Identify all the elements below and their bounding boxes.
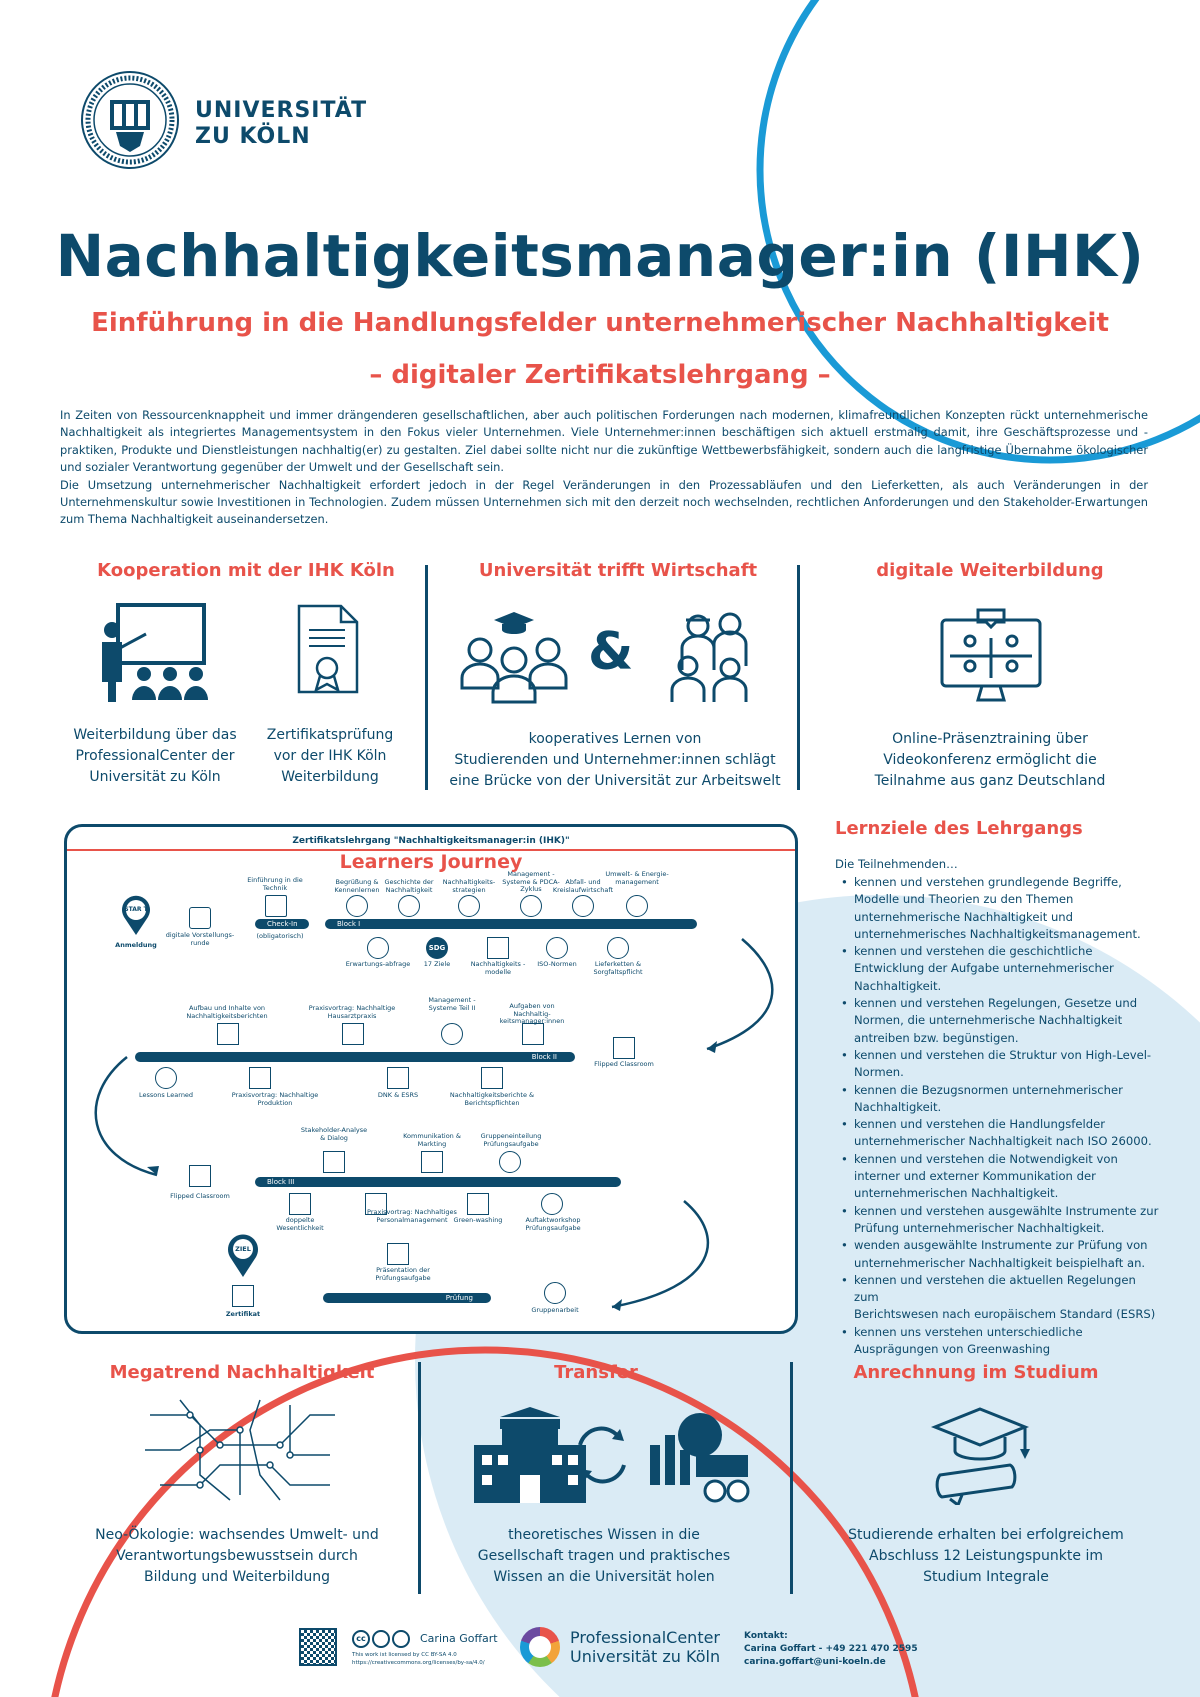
teacher-presentation-icon <box>100 600 210 705</box>
list-item <box>840 1082 1160 1117</box>
text-line: Videokonferenz ermöglicht die <box>883 752 1097 768</box>
text-line: Weiterbildung <box>281 769 379 785</box>
row2b-label-3: DNK & ESRS <box>377 1091 419 1099</box>
start-label: STAR T <box>124 906 148 913</box>
iso-icon <box>546 937 568 959</box>
cc-icon: cc <box>352 1630 370 1648</box>
transfer-text <box>418 1525 790 1588</box>
page-subtitle-2: – digitaler Zertifikatslehrgang – <box>369 360 831 390</box>
divider <box>790 1362 793 1594</box>
row1-label-6: Umwelt- & Energie-management <box>605 870 669 886</box>
certificate-small-icon <box>232 1285 254 1307</box>
goals-intro: Die Teilnehmenden… <box>835 857 958 871</box>
production-presentation-icon <box>249 1067 271 1089</box>
professionalcenter-logo <box>520 1627 560 1667</box>
section-title-anrechnung: Anrechnung im Studium <box>853 1362 1099 1383</box>
text-line: ProfessionalCenter der <box>75 748 235 764</box>
chain-link-icon <box>607 937 629 959</box>
ziel-label: ZIEL <box>235 1245 251 1253</box>
groupwork-icon <box>544 1282 566 1304</box>
contact-block <box>744 1630 918 1669</box>
learners-journey-panel <box>64 824 798 1334</box>
group-icon <box>499 1151 521 1173</box>
list-item <box>840 1047 1160 1082</box>
report-icon <box>217 1023 239 1045</box>
homework-icon-2 <box>189 1165 211 1187</box>
divider <box>425 565 428 790</box>
video-conference-icon <box>940 608 1042 708</box>
text-line: Bildung und Weiterbildung <box>143 1569 330 1585</box>
text-line: • kennen und verstehen die Handlungsfelder <box>854 1117 1105 1132</box>
university-name-line1: UNIVERSITÄT <box>195 98 368 123</box>
strategy-icon <box>458 895 480 917</box>
intro-paragraph-2: Die Umsetzung unternehmerischer Nachhaltigkeit erfordert jedoch in der Regel Veränderungen in den Prozessabläufen und den Lieferketten, als auch Veränderungen in der Unternehmenskultur sowie Investitionen in Technologien. Zudem müssen Unternehmen sich mit den derzeit noch wechselnden, rechtlichen Anforderungen und den Stakeholder-Erwartungen zum Thema Nachhaltigkeit auseinandersetzen. <box>60 477 1148 527</box>
text-line: • kennen und verstehen grundlegende Begriffe, <box>854 875 1122 889</box>
row2b-label-4: Nachhaltigkeitsberichte & Berichtspflichten <box>449 1091 535 1107</box>
text-line: Abschluss 12 Leistungspunkte im <box>869 1548 1103 1564</box>
list-item <box>840 943 1160 995</box>
presentation-icon <box>387 1243 409 1265</box>
row1-label-2: Geschichte der Nachhaltigkeit <box>384 878 434 894</box>
laptop-icon <box>265 895 287 917</box>
row3b-label-3: Green-washing <box>453 1216 503 1224</box>
text-line: https://creativecommons.org/licenses/by-sa/4.0/ <box>352 1660 485 1666</box>
text-line: • kennen und verstehen die aktuellen Regelungen zum <box>854 1272 1136 1305</box>
list-item <box>840 1324 1160 1359</box>
row1b-label-1: Erwartungs-abfrage <box>345 960 411 968</box>
text-line: antreiben bzw. begünstigen. <box>854 1030 1019 1045</box>
text-line: Prüfung unternehmerischer Nachhaltigkeit. <box>854 1220 1105 1235</box>
goals-title: Lernziele des Lehrgangs <box>835 818 1083 839</box>
text-line: ProfessionalCenter <box>570 1628 721 1647</box>
row3b-label-1: doppelte Wesentlichkeit <box>276 1216 324 1232</box>
text-line: Normen. <box>854 1065 904 1080</box>
text-line: • kennen und verstehen Regelungen, Gesetze und <box>854 996 1138 1011</box>
text-line: • wenden ausgewählte Instrumente zur Prüfung von <box>854 1238 1148 1253</box>
start-pin-icon <box>121 895 151 935</box>
checkin-label: Check-In <box>267 920 298 928</box>
journey-caption: Zertifikatslehrgang "Nachhaltigkeitsmanager:in (IHK)" <box>292 836 570 846</box>
text-line: vor der IHK Köln <box>273 748 387 764</box>
graduation-cap-diploma-icon <box>930 1405 1030 1505</box>
intro-text <box>60 407 1148 529</box>
expectations-icon <box>367 937 389 959</box>
row2-label-1: Aufbau und Inhalte von Nachhaltigkeitsberichten <box>186 1004 268 1020</box>
text-line: • kennen die Bezugsnormen unternehmerischer <box>854 1082 1123 1097</box>
kooperation-text-2 <box>250 725 410 788</box>
ampersand: & <box>588 622 634 682</box>
row2-label-3: Management -Systeme Teil II <box>428 996 476 1012</box>
cc-license-icons <box>352 1630 410 1648</box>
text-line: kooperatives Lernen von <box>528 731 702 747</box>
license-text <box>352 1651 485 1667</box>
journey-title-text: Learners Journey <box>330 851 533 873</box>
university-seal-logo <box>80 70 180 170</box>
text-line: eine Brücke von der Universität zur Arbeitswelt <box>449 773 781 789</box>
row2-label-4: Aufgaben von Nachhaltig-keitsmanager:innen <box>499 1002 565 1025</box>
text-line: Verantwortungsbewusstsein durch <box>116 1548 358 1564</box>
text-line: Studium Integrale <box>923 1569 1049 1585</box>
text-line: • kennen uns verstehen unterschiedliche <box>854 1324 1083 1339</box>
block-2-label: Block II <box>531 1053 557 1061</box>
text-line: unternehmerisches Nachhaltigkeitsmanagement. <box>854 926 1141 941</box>
sa-icon <box>392 1630 410 1648</box>
text-line: Normen, die unternehmerische Nachhaltigkeit <box>854 1013 1123 1028</box>
anmeldung-label: Anmeldung <box>115 941 157 949</box>
list-item <box>840 995 1160 1047</box>
section-title-kooperation: Kooperation mit der IHK Köln <box>97 560 395 581</box>
recycling-icon <box>572 895 594 917</box>
row3-label-2: Kommunikation & Markting <box>403 1132 461 1148</box>
text-line: Berichtswesen nach europäischem Standard (ESRS) <box>854 1307 1156 1322</box>
text-line: • kennen und verstehen ausgewählte Instrumente zur <box>854 1203 1159 1218</box>
models-icon <box>487 937 509 959</box>
reporting-icon <box>481 1067 503 1089</box>
row1-label-3: Nachhaltigkeits-strategien <box>442 878 496 894</box>
anrechnung-text <box>800 1525 1172 1588</box>
sdg-label: SDG <box>428 944 446 952</box>
goals-list <box>840 874 1160 1358</box>
row1-label-1: Begrüßung & Kennenlernen <box>334 878 380 894</box>
megatrend-text <box>56 1525 418 1588</box>
gruppenarbeit-label: Gruppenarbeit <box>531 1306 579 1314</box>
text-line: Neo-Ökologie: wachsendes Umwelt- und <box>95 1527 379 1543</box>
list-item <box>840 1237 1160 1272</box>
text-line: Modelle und Theorien zu den Themen <box>854 892 1074 907</box>
list-item <box>840 1151 1160 1203</box>
section-title-megatrend: Megatrend Nachhaltigkeit <box>109 1362 375 1383</box>
energy-bulb-icon <box>626 895 648 917</box>
building-icon <box>387 1067 409 1089</box>
students-graduation-icon <box>460 610 568 705</box>
text-line: Weiterbildung über das <box>73 727 237 743</box>
row2b-label-1: Lessons Learned <box>138 1091 194 1099</box>
text-line: Wissen an die Universität holen <box>493 1569 715 1585</box>
communication-icon <box>421 1151 443 1173</box>
text-line: Nachhaltigkeit. <box>854 978 942 993</box>
text-line: Studierende erhalten bei erfolgreichem <box>848 1527 1124 1543</box>
professionalcenter-name <box>570 1628 720 1666</box>
greenwashing-icon <box>467 1193 489 1215</box>
vorstellung-label: digitale Vorstellungs-runde <box>165 931 235 947</box>
section-title-digital: digitale Weiterbildung <box>876 560 1104 581</box>
row1-label-5: Abfall- und Kreislaufwirtschaft <box>552 878 614 894</box>
section-title-uni-wirtschaft: Universität trifft Wirtschaft <box>478 560 758 581</box>
contact-label: Kontakt: <box>744 1631 788 1641</box>
text-line: • kennen und verstehen die Struktur von High-Level- <box>854 1047 1152 1062</box>
row3-label-3: Gruppeneinteilung Prüfungsaufgabe <box>480 1132 542 1148</box>
row1b-label-5: Lieferketten & Sorgfaltspflicht <box>593 960 643 976</box>
text-line: theoretisches Wissen in die <box>508 1527 700 1543</box>
text-line: unternehmerische Nachhaltigkeit und <box>854 909 1074 924</box>
row3-label-1: Stakeholder-Analyse & Dialog <box>300 1126 368 1142</box>
block-1-label: Block I <box>337 920 361 928</box>
text-line: Zertifikatsprüfung <box>266 727 394 743</box>
text-line: Studierenden und Unternehmer:innen schlägt <box>454 752 776 768</box>
goal-pin-icon <box>227 1233 259 1277</box>
checklist-icon <box>522 1023 544 1045</box>
list-item <box>840 1203 1160 1238</box>
row1b-label-4: ISO-Normen <box>537 960 577 968</box>
row3b-label-4: Auftaktworkshop Prüfungsaufgabe <box>525 1216 581 1232</box>
contact-name-phone: Carina Goffart - +49 221 470 2595 <box>744 1644 918 1654</box>
kooperation-text-1 <box>60 725 250 788</box>
text-line: unternehmerischer Nachhaltigkeit beispielhaft an. <box>854 1255 1146 1270</box>
flipped-label-2: Flipped Classroom <box>170 1192 230 1200</box>
row2b-label-2: Praxisvortrag: Nachhaltige Produktion <box>231 1091 319 1107</box>
technik-label: Einführung in die Technik <box>247 876 303 892</box>
network-map-icon <box>140 1395 340 1505</box>
text-line: Universität zu Köln <box>89 769 221 785</box>
page-title: Nachhaltigkeitsmanager:in (IHK) <box>55 222 1145 290</box>
doctor-presentation-icon <box>342 1023 364 1045</box>
homework-icon <box>613 1037 635 1059</box>
handshake-icon <box>346 895 368 917</box>
university-name <box>195 98 367 150</box>
text-line: unternehmerischer Nachhaltigkeit nach ISO 26000. <box>854 1134 1152 1149</box>
flipped-label-1: Flipped Classroom <box>594 1060 654 1068</box>
text-line: unternehmerischen Nachhaltigkeit. <box>854 1186 1059 1201</box>
text-line: Ausprägungen von Greenwashing <box>854 1342 1051 1357</box>
globe-hands-icon <box>398 895 420 917</box>
by-icon <box>372 1630 390 1648</box>
praesentation-label: Präsentation der Prüfungsaufgabe <box>375 1266 431 1282</box>
pruefung-label: Prüfung <box>445 1294 473 1302</box>
uni-wirtschaft-text <box>440 729 790 792</box>
list-item <box>840 1272 1160 1324</box>
management-cycle-icon <box>441 1023 463 1045</box>
block-1-bar <box>325 919 697 929</box>
journey-path-arrows <box>67 827 801 1337</box>
checkin-bar <box>255 919 309 929</box>
block-2-bar <box>135 1052 575 1062</box>
text-line: This work ist licensed by CC BY-SA 4.0 <box>352 1652 457 1658</box>
zertifikat-label: Zertifikat <box>225 1310 261 1318</box>
text-line: Nachhaltigkeit. <box>854 1099 942 1114</box>
double-materiality-icon <box>289 1193 311 1215</box>
university-name-line2: ZU KÖLN <box>195 124 311 149</box>
pdca-cycle-icon <box>520 895 542 917</box>
block-3-bar <box>255 1177 621 1187</box>
text-line: Teilnahme aus ganz Deutschland <box>874 773 1106 789</box>
row3b-label-2: Praxisvortrag: Nachhaltiges Personalmanagement <box>367 1208 457 1224</box>
divider <box>797 565 800 790</box>
contact-email[interactable]: carina.goffart@uni-koeln.de <box>744 1657 886 1667</box>
text-line: Entwicklung der Aufgabe unternehmerischer <box>854 961 1114 976</box>
qr-code <box>299 1628 337 1666</box>
digital-text <box>804 729 1176 792</box>
list-item <box>840 874 1160 943</box>
intro-paragraph-1: In Zeiten von Ressourcenknappheit und immer drängenderen gesellschaftlichen, aber auch politischen Forderungen nach modernen, klimafreundlichen Konzepten rückt unternehmerische Nachhaltigkeit als integriertes Managementsystem in den Fokus vieler Unternehmen. Viele Unternehmer:innen beschäftigen sich aktuell erstmalig damit, ihre Geschäftsprozesse und -praktiken, Produkte und Dienstleistungen nachhaltig(er) zu gestalten. Ziel dabei sollte nicht nur die zukünftige Wettbewerbsfähigkeit, sondern auch die langfristige Übernahme ökologischer und sozialer Verantwortung gegenüber der Umwelt und der Gesellschaft sein. <box>60 408 1148 475</box>
workers-icon <box>668 610 754 705</box>
row1b-label-2: 17 Ziele <box>423 960 451 968</box>
author-name: Carina Goffart <box>420 1632 498 1645</box>
registration-form-icon <box>189 907 211 929</box>
section-title-transfer: Transfer <box>554 1362 638 1383</box>
certificate-icon <box>295 604 359 696</box>
checkin-note: (obligatorisch) <box>256 932 304 940</box>
block-3-label: Block III <box>267 1178 295 1186</box>
text-line: • kennen und verstehen die geschichtliche <box>854 944 1093 959</box>
transfer-icon <box>470 1405 750 1505</box>
stakeholder-icon <box>323 1151 345 1173</box>
text-line: interner und externer Kommunikation der <box>854 1169 1096 1184</box>
text-line: Universität zu Köln <box>570 1647 721 1666</box>
logo-center <box>529 1636 551 1658</box>
pruefung-bar <box>323 1293 491 1303</box>
text-line: • kennen und verstehen die Notwendigkeit von <box>854 1151 1118 1166</box>
lessons-learned-icon <box>155 1067 177 1089</box>
row2-label-2: Praxisvortrag: Nachhaltige Hausarztpraxis <box>308 1004 396 1020</box>
text-line: Gesellschaft tragen und praktisches <box>477 1548 731 1564</box>
list-item <box>840 1116 1160 1151</box>
text-line: Online-Präsenztraining über <box>892 731 1088 747</box>
workshop-icon <box>541 1193 563 1215</box>
row1-label-4: Management -Systeme & PDCA-Zyklus <box>502 870 560 893</box>
row1b-label-3: Nachhaltigkeits -modelle <box>470 960 526 976</box>
page-subtitle: Einführung in die Handlungsfelder unternehmerischer Nachhaltigkeit <box>91 308 1109 338</box>
